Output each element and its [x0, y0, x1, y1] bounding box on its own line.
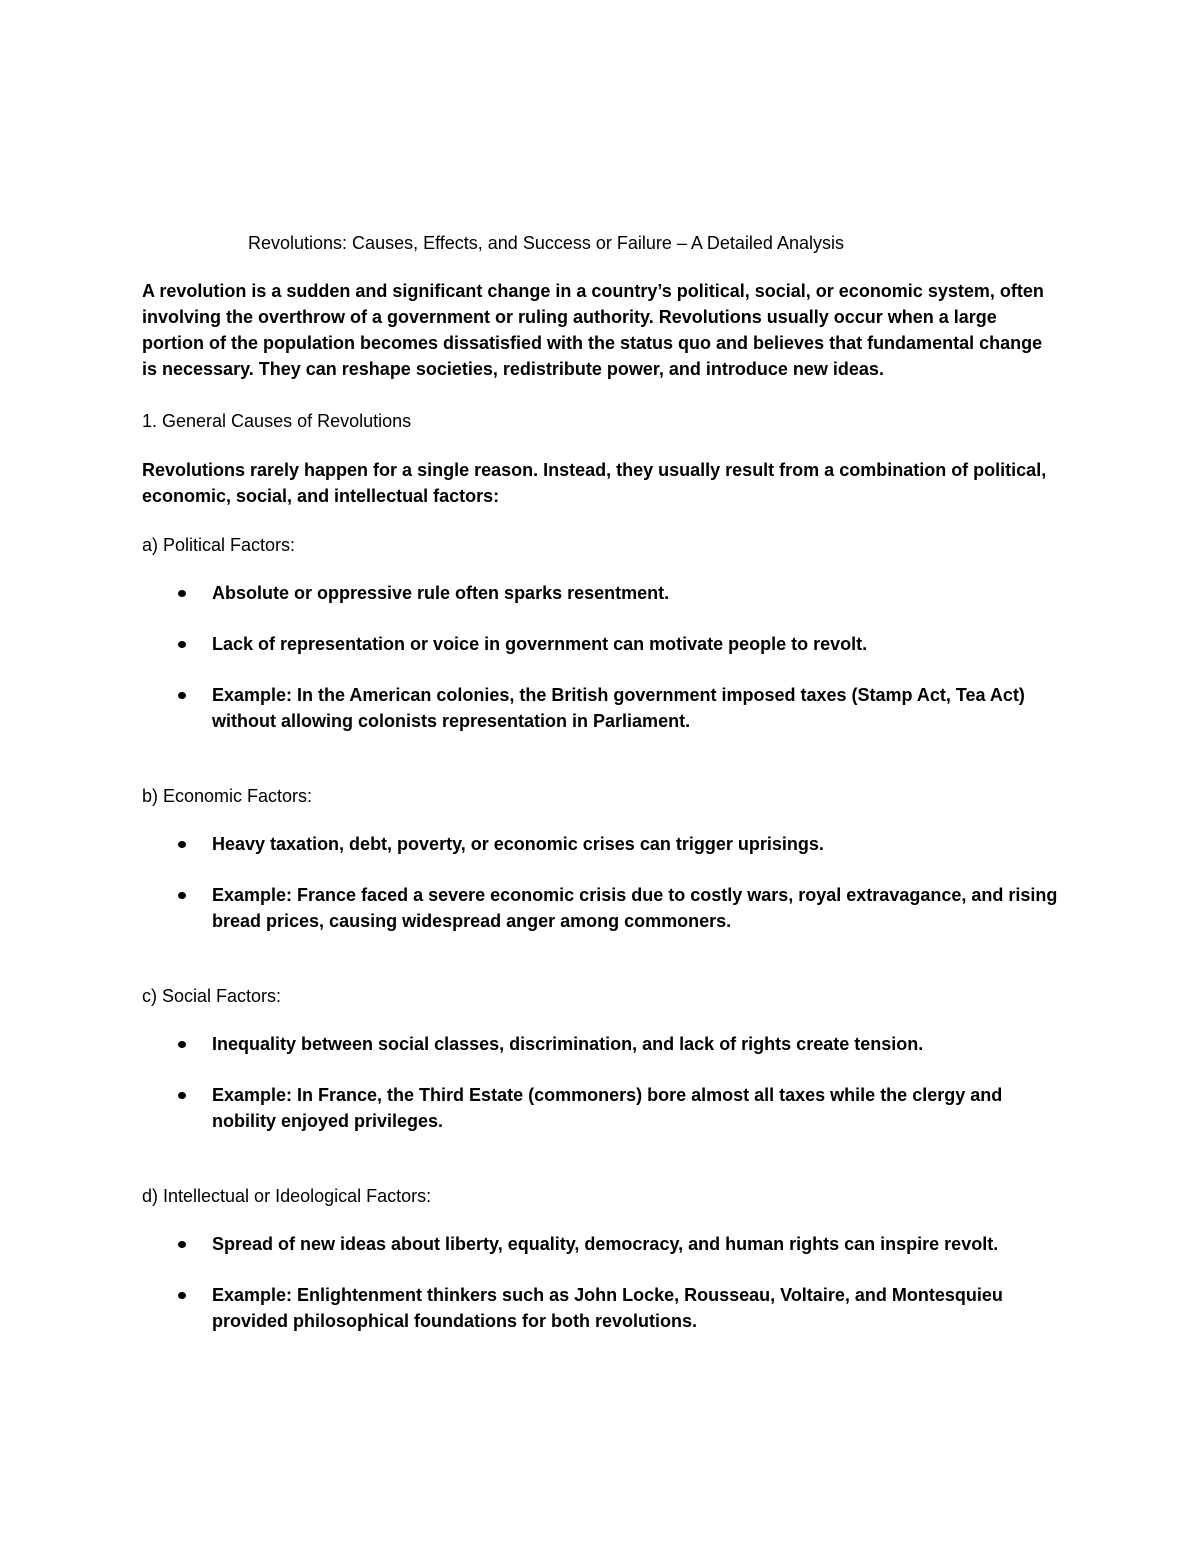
list-item: [142, 682, 1062, 734]
document-title: Revolutions: Causes, Effects, and Success or Failure – A Detailed Analysis: [248, 233, 844, 253]
list-item-text: Spread of new ideas about liberty, equality, democracy, and human rights can inspire revolt.: [212, 1234, 999, 1254]
bullet-icon: [178, 590, 186, 597]
bullet-icon: [178, 641, 186, 648]
subsection-heading-social: c) Social Factors:: [142, 986, 282, 1006]
document-content: [142, 230, 1062, 1383]
bullet-icon: [178, 841, 186, 848]
subsection-heading-economic: b) Economic Factors:: [142, 786, 313, 806]
bullet-icon: [178, 1241, 186, 1248]
section-heading-general-causes: 1. General Causes of Revolutions: [142, 411, 412, 431]
list-item: [142, 882, 1062, 934]
economic-factors-list: [142, 831, 1062, 934]
list-item: [142, 580, 1062, 606]
list-item: [142, 1082, 1062, 1134]
social-factors-list: [142, 1031, 1062, 1134]
subsection-heading-intellectual: d) Intellectual or Ideological Factors:: [142, 1186, 432, 1206]
bullet-icon: [178, 692, 186, 699]
list-item: [142, 1282, 1062, 1334]
list-item: [142, 1231, 1062, 1257]
list-item-text: Example: France faced a severe economic crisis due to costly wars, royal extravagance, and rising bread prices, causing widespread anger among commoners.: [212, 885, 1058, 931]
intellectual-factors-list: [142, 1231, 1062, 1334]
list-item-text: Example: In the American colonies, the British government imposed taxes (Stamp Act, Tea Act) without allowing colonists representation in Parliament.: [212, 685, 1025, 731]
list-item: [142, 831, 1062, 857]
list-item-text: Inequality between social classes, discrimination, and lack of rights create tension.: [212, 1034, 924, 1054]
subsection-heading-political: a) Political Factors:: [142, 535, 296, 555]
list-item-text: Example: In France, the Third Estate (commoners) bore almost all taxes while the clergy and nobility enjoyed privileges.: [212, 1085, 1003, 1131]
list-item-text: Heavy taxation, debt, poverty, or economic crises can trigger uprisings.: [212, 834, 824, 854]
bullet-icon: [178, 1092, 186, 1099]
list-item: [142, 631, 1062, 657]
list-item-text: Example: Enlightenment thinkers such as John Locke, Rousseau, Voltaire, and Montesquieu provided philosophical foundations for both revolutions.: [212, 1285, 1003, 1331]
bullet-icon: [178, 892, 186, 899]
bullet-icon: [178, 1041, 186, 1048]
bullet-icon: [178, 1292, 186, 1299]
list-item: [142, 1031, 1062, 1057]
list-item-text: Lack of representation or voice in government can motivate people to revolt.: [212, 634, 868, 654]
intro-paragraph: A revolution is a sudden and significant change in a country’s political, social, or economic system, often involving the overthrow of a government or ruling authority. Revolutions usually occur when a large portion of the population becomes dissatisfied with the status quo and believes that fundamental change is necessary. They can reshape societies, redistribute power, and introduce new ideas.: [142, 281, 1044, 379]
political-factors-list: [142, 580, 1062, 734]
list-item-text: Absolute or oppressive rule often sparks resentment.: [212, 583, 670, 603]
section-body-general-causes: Revolutions rarely happen for a single reason. Instead, they usually result from a combination of political, economic, social, and intellectual factors:: [142, 460, 1047, 506]
